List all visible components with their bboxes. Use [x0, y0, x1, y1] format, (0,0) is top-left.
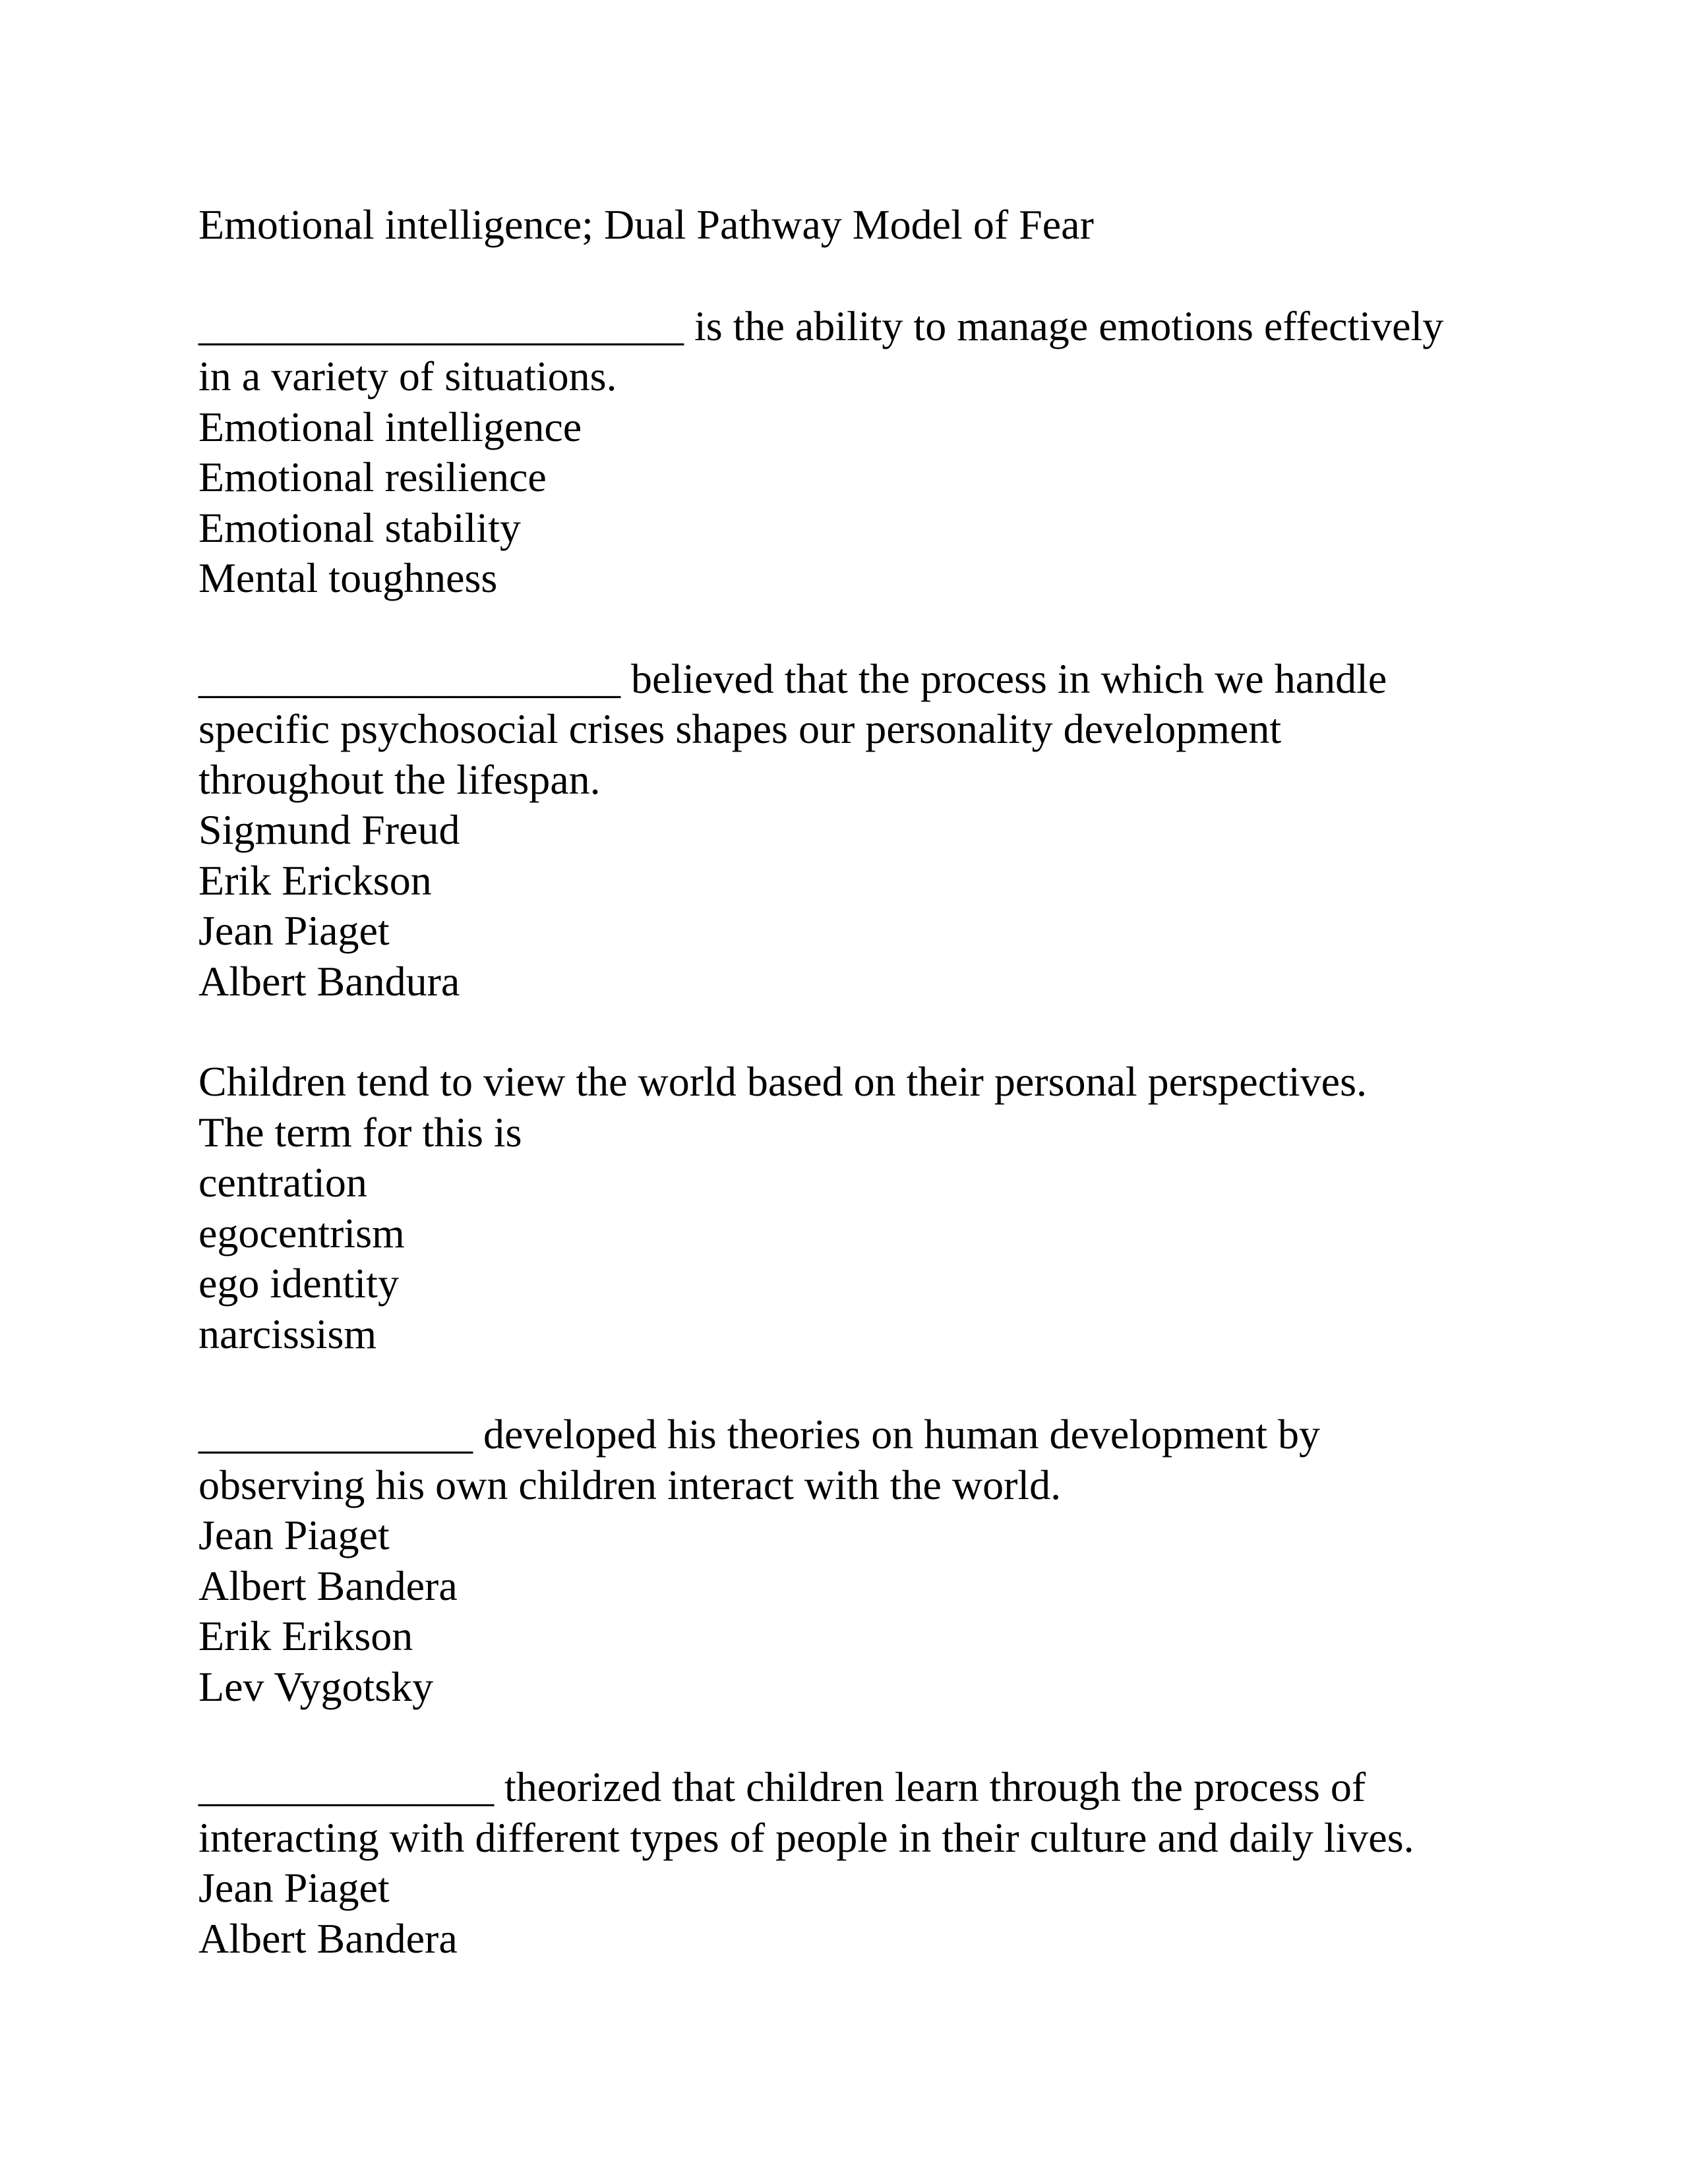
question-text-line: in a variety of situations. — [198, 353, 617, 399]
answer-option: egocentrism — [198, 1209, 405, 1256]
answer-option: Jean Piaget — [198, 1512, 390, 1558]
answer-option: Mental toughness — [198, 554, 498, 601]
question-text-line: ______________ theorized that children learn through the process of — [198, 1763, 1366, 1810]
question-text-line: The term for this is — [198, 1108, 522, 1156]
question-text-line: specific psychosocial crises shapes our personality development — [198, 705, 1282, 752]
answer-option: Erik Erickson — [198, 856, 432, 904]
question-text-line: ____________________ believed that the process in which we handle — [198, 655, 1387, 702]
answer-option: ego identity — [198, 1260, 399, 1307]
question-text-line: observing his own children interact with the world. — [198, 1461, 1062, 1508]
document-title: Emotional intelligence; Dual Pathway Model of Fear — [198, 201, 1094, 248]
question-5 — [198, 1762, 1517, 1964]
answer-option: centration — [198, 1159, 367, 1206]
question-2 — [198, 654, 1517, 1007]
question-text-line: _____________ developed his theories on human development by — [198, 1411, 1321, 1458]
answer-option: Erik Erikson — [198, 1612, 413, 1659]
answer-option: Jean Piaget — [198, 907, 390, 954]
question-text-line: _______________________ is the ability to manage emotions effectively — [198, 302, 1444, 349]
answer-option: narcissism — [198, 1310, 377, 1357]
question-text-line: throughout the lifespan. — [198, 755, 601, 803]
answer-option: Albert Bandera — [198, 1914, 458, 1962]
answer-option: Jean Piaget — [198, 1864, 390, 1911]
question-text-line: interacting with different types of people in their culture and daily lives. — [198, 1814, 1414, 1861]
answer-option: Sigmund Freud — [198, 806, 460, 853]
question-3 — [198, 1057, 1517, 1359]
question-text-line: Children tend to view the world based on their personal perspectives. — [198, 1058, 1367, 1105]
answer-option: Lev Vygotsky — [198, 1663, 434, 1710]
answer-option: Albert Bandera — [198, 1562, 458, 1609]
answer-option: Emotional resilience — [198, 454, 547, 500]
answer-option: Albert Bandura — [198, 957, 460, 1005]
answer-option: Emotional stability — [198, 504, 521, 551]
question-1 — [198, 301, 1517, 604]
document-content — [198, 200, 1517, 2014]
answer-option: Emotional intelligence — [198, 403, 582, 450]
question-4 — [198, 1409, 1517, 1712]
